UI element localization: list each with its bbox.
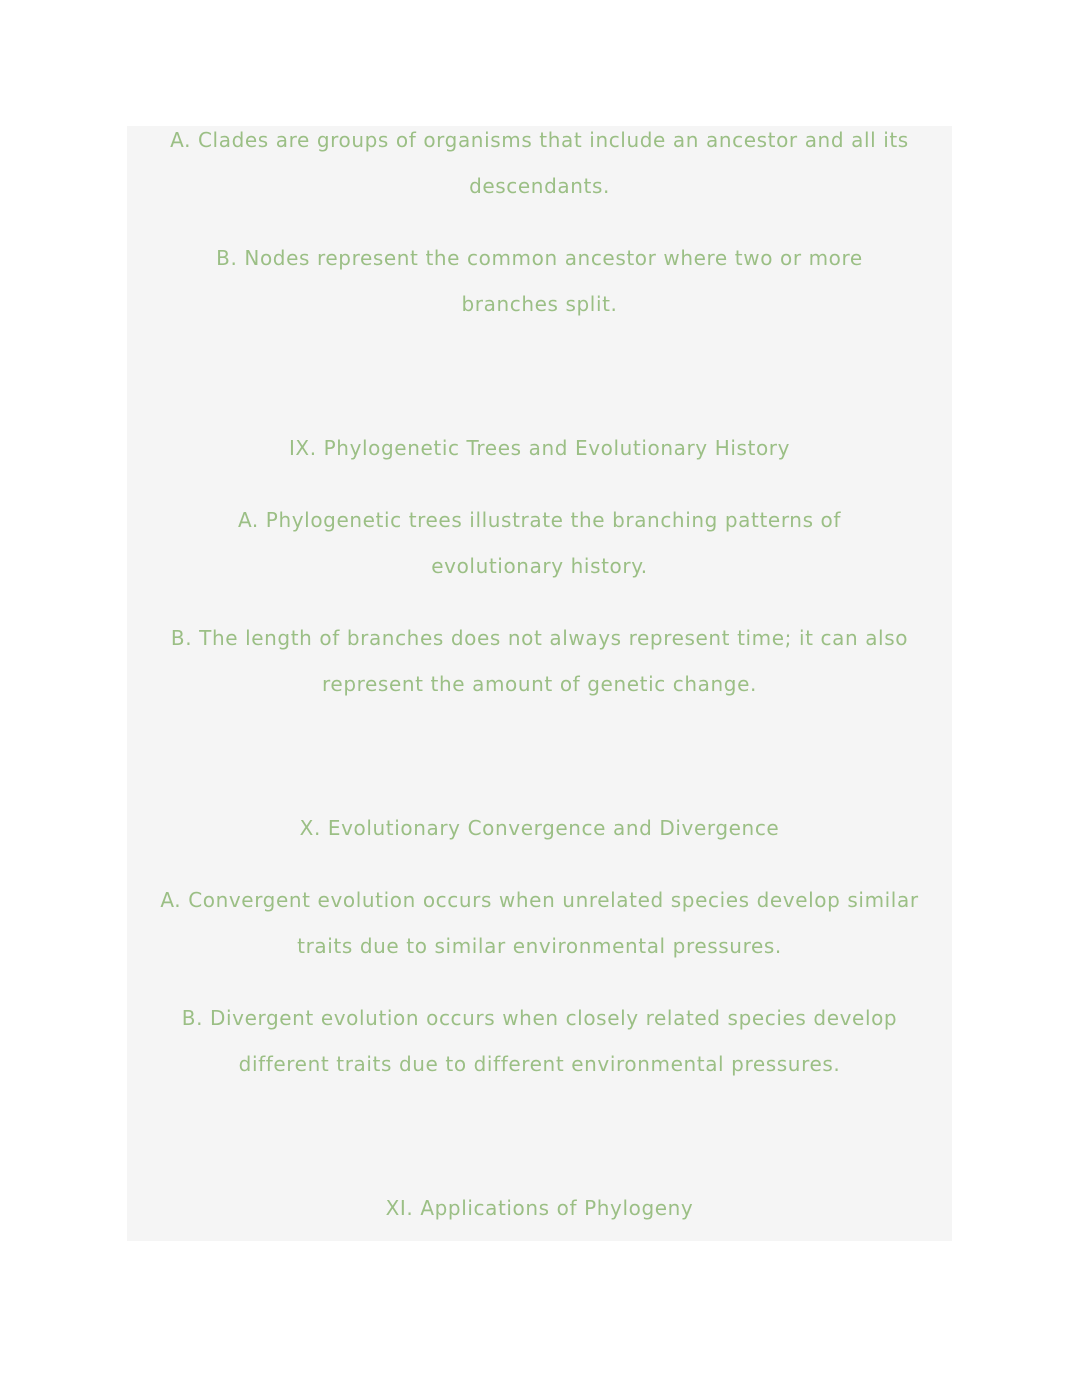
point-convergent-evolution: A. Convergent evolution occurs when unrelated species develop similar traits due to similar environmental pressures. bbox=[160, 888, 919, 958]
section-heading-x: X. Evolutionary Convergence and Divergence bbox=[299, 816, 780, 840]
point-nodes: B. Nodes represent the common ancestor where two or more branches split. bbox=[216, 246, 863, 316]
section-spacer bbox=[127, 1087, 952, 1185]
point-branch-length: B. The length of branches does not always represent time; it can also represent the amount of genetic change. bbox=[170, 626, 909, 696]
section-spacer bbox=[127, 327, 952, 425]
section-heading-ix: IX. Phylogenetic Trees and Evolutionary History bbox=[288, 436, 791, 460]
section-heading-xi: XI. Applications of Phylogeny bbox=[385, 1196, 694, 1220]
section-spacer bbox=[127, 707, 952, 805]
document-page bbox=[127, 126, 952, 1241]
point-divergent-evolution: B. Divergent evolution occurs when closely related species develop different traits due to different environmental pressures. bbox=[181, 1006, 898, 1076]
point-phylogenetic-trees: A. Phylogenetic trees illustrate the branching patterns of evolutionary history. bbox=[237, 508, 842, 578]
point-clades: A. Clades are groups of organisms that include an ancestor and all its descendants. bbox=[170, 128, 909, 198]
document-content bbox=[127, 126, 952, 1231]
